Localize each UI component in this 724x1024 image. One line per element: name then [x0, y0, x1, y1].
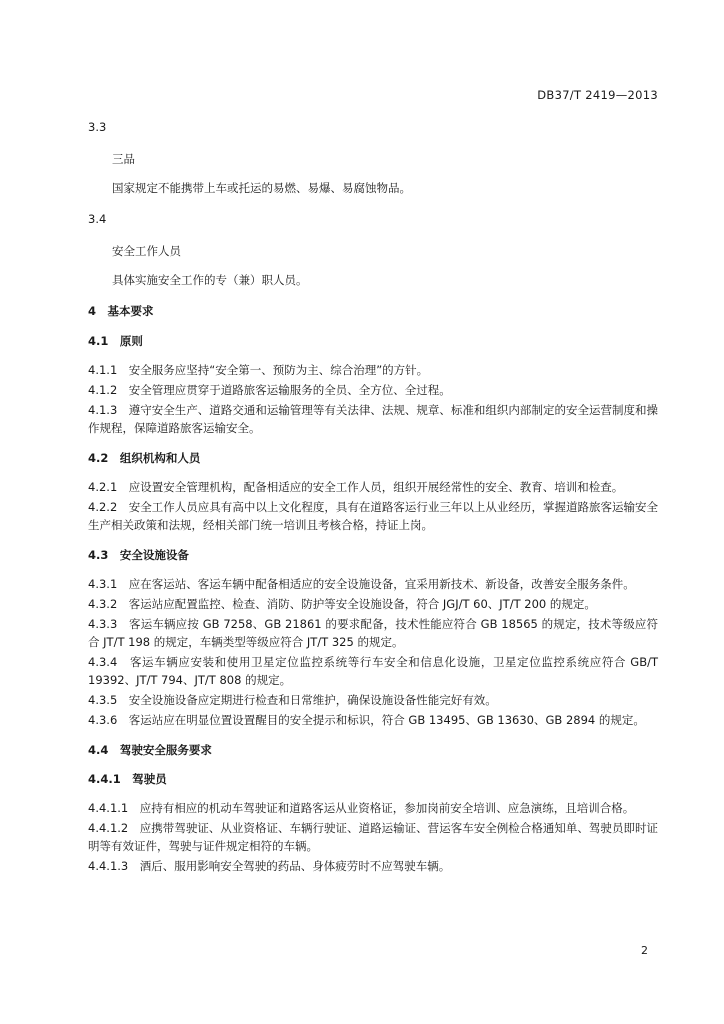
subsection-heading: 4.1 原则 [88, 334, 143, 348]
subsubsection-heading: 4.4.1 驾驶员 [88, 772, 167, 786]
standard-code: DB37/T 2419—2013 [537, 88, 658, 102]
subsection-heading: 4.3 安全设施设备 [88, 548, 189, 562]
clause-paragraph: 4.3.2 客运站应配置监控、检查、消防、防护等安全设施设备，符合 JGJ/T 60、JT/T 200 的规定。 [88, 597, 596, 611]
clause-paragraph: 4.3.3 客运车辆应按 GB 7258、GB 21861 的要求配备，技术性能应符合 GB 18565 的规定，技术等级应符合 JT/T 198 的规定，车辆类型等级应符合 JT/T 325 的规定。 [88, 617, 658, 649]
clause-paragraph: 4.1.3 遵守安全生产、道路交通和运输管理等有关法律、法规、规章、标准和组织内部制定的安全运营制度和操作规程，保障道路旅客运输安全。 [88, 403, 658, 435]
clause-paragraph: 4.1.1 安全服务应坚持“安全第一、预防为主、综合治理”的方针。 [88, 363, 429, 377]
clause-paragraph: 4.3.4 客运车辆应安装和使用卫星定位监控系统等行车安全和信息化设施，卫星定位监控系统应符合 GB/T 19392、JT/T 794、JT/T 808 的规定。 [88, 655, 658, 687]
clause-paragraph: 4.4.1.1 应持有相应的机动车驾驶证和道路客运从业资格证，参加岗前安全培训、应急演练，且培训合格。 [88, 801, 635, 815]
term-definition: 国家规定不能携带上车或托运的易燃、易爆、易腐蚀物品。 [112, 181, 411, 195]
document-body [88, 118, 658, 877]
term-number: 3.3 [88, 120, 107, 134]
term-number: 3.4 [88, 212, 107, 226]
page-number: 2 [641, 944, 648, 957]
clause-paragraph: 4.1.2 安全管理应贯穿于道路旅客运输服务的全员、全方位、全过程。 [88, 383, 451, 397]
clause-paragraph: 4.2.2 安全工作人员应具有高中以上文化程度，具有在道路客运行业三年以上从业经历，掌握道路旅客运输安全生产相关政策和法规，经相关部门统一培训且考核合格，持证上岗。 [88, 500, 658, 532]
clause-paragraph: 4.4.1.2 应携带驾驶证、从业资格证、车辆行驶证、道路运输证、营运客车安全例检合格通知单、驾驶员即时证明等有效证件，驾驶与证件规定相符的车辆。 [88, 821, 658, 853]
term-name: 安全工作人员 [112, 244, 181, 258]
clause-paragraph: 4.3.5 安全设施设备应定期进行检查和日常维护，确保设施设备性能完好有效。 [88, 693, 497, 707]
clause-paragraph: 4.2.1 应设置安全管理机构，配备相适应的安全工作人员，组织开展经常性的安全、教育、培训和检查。 [88, 480, 624, 494]
term-name: 三品 [112, 152, 135, 166]
term-definition: 具体实施安全工作的专（兼）职人员。 [112, 273, 308, 287]
subsection-heading: 4.2 组织机构和人员 [88, 451, 201, 465]
clause-paragraph: 4.3.6 客运站应在明显位置设置醒目的安全提示和标识，符合 GB 13495、GB 13630、GB 2894 的规定。 [88, 713, 645, 727]
section-heading: 4 基本要求 [88, 304, 154, 318]
clause-paragraph: 4.3.1 应在客运站、客运车辆中配备相适应的安全设施设备，宜采用新技术、新设备，改善安全服务条件。 [88, 577, 635, 591]
clause-paragraph: 4.4.1.3 酒后、服用影响安全驾驶的药品、身体疲劳时不应驾驶车辆。 [88, 859, 451, 873]
subsection-heading: 4.4 驾驶安全服务要求 [88, 743, 212, 757]
